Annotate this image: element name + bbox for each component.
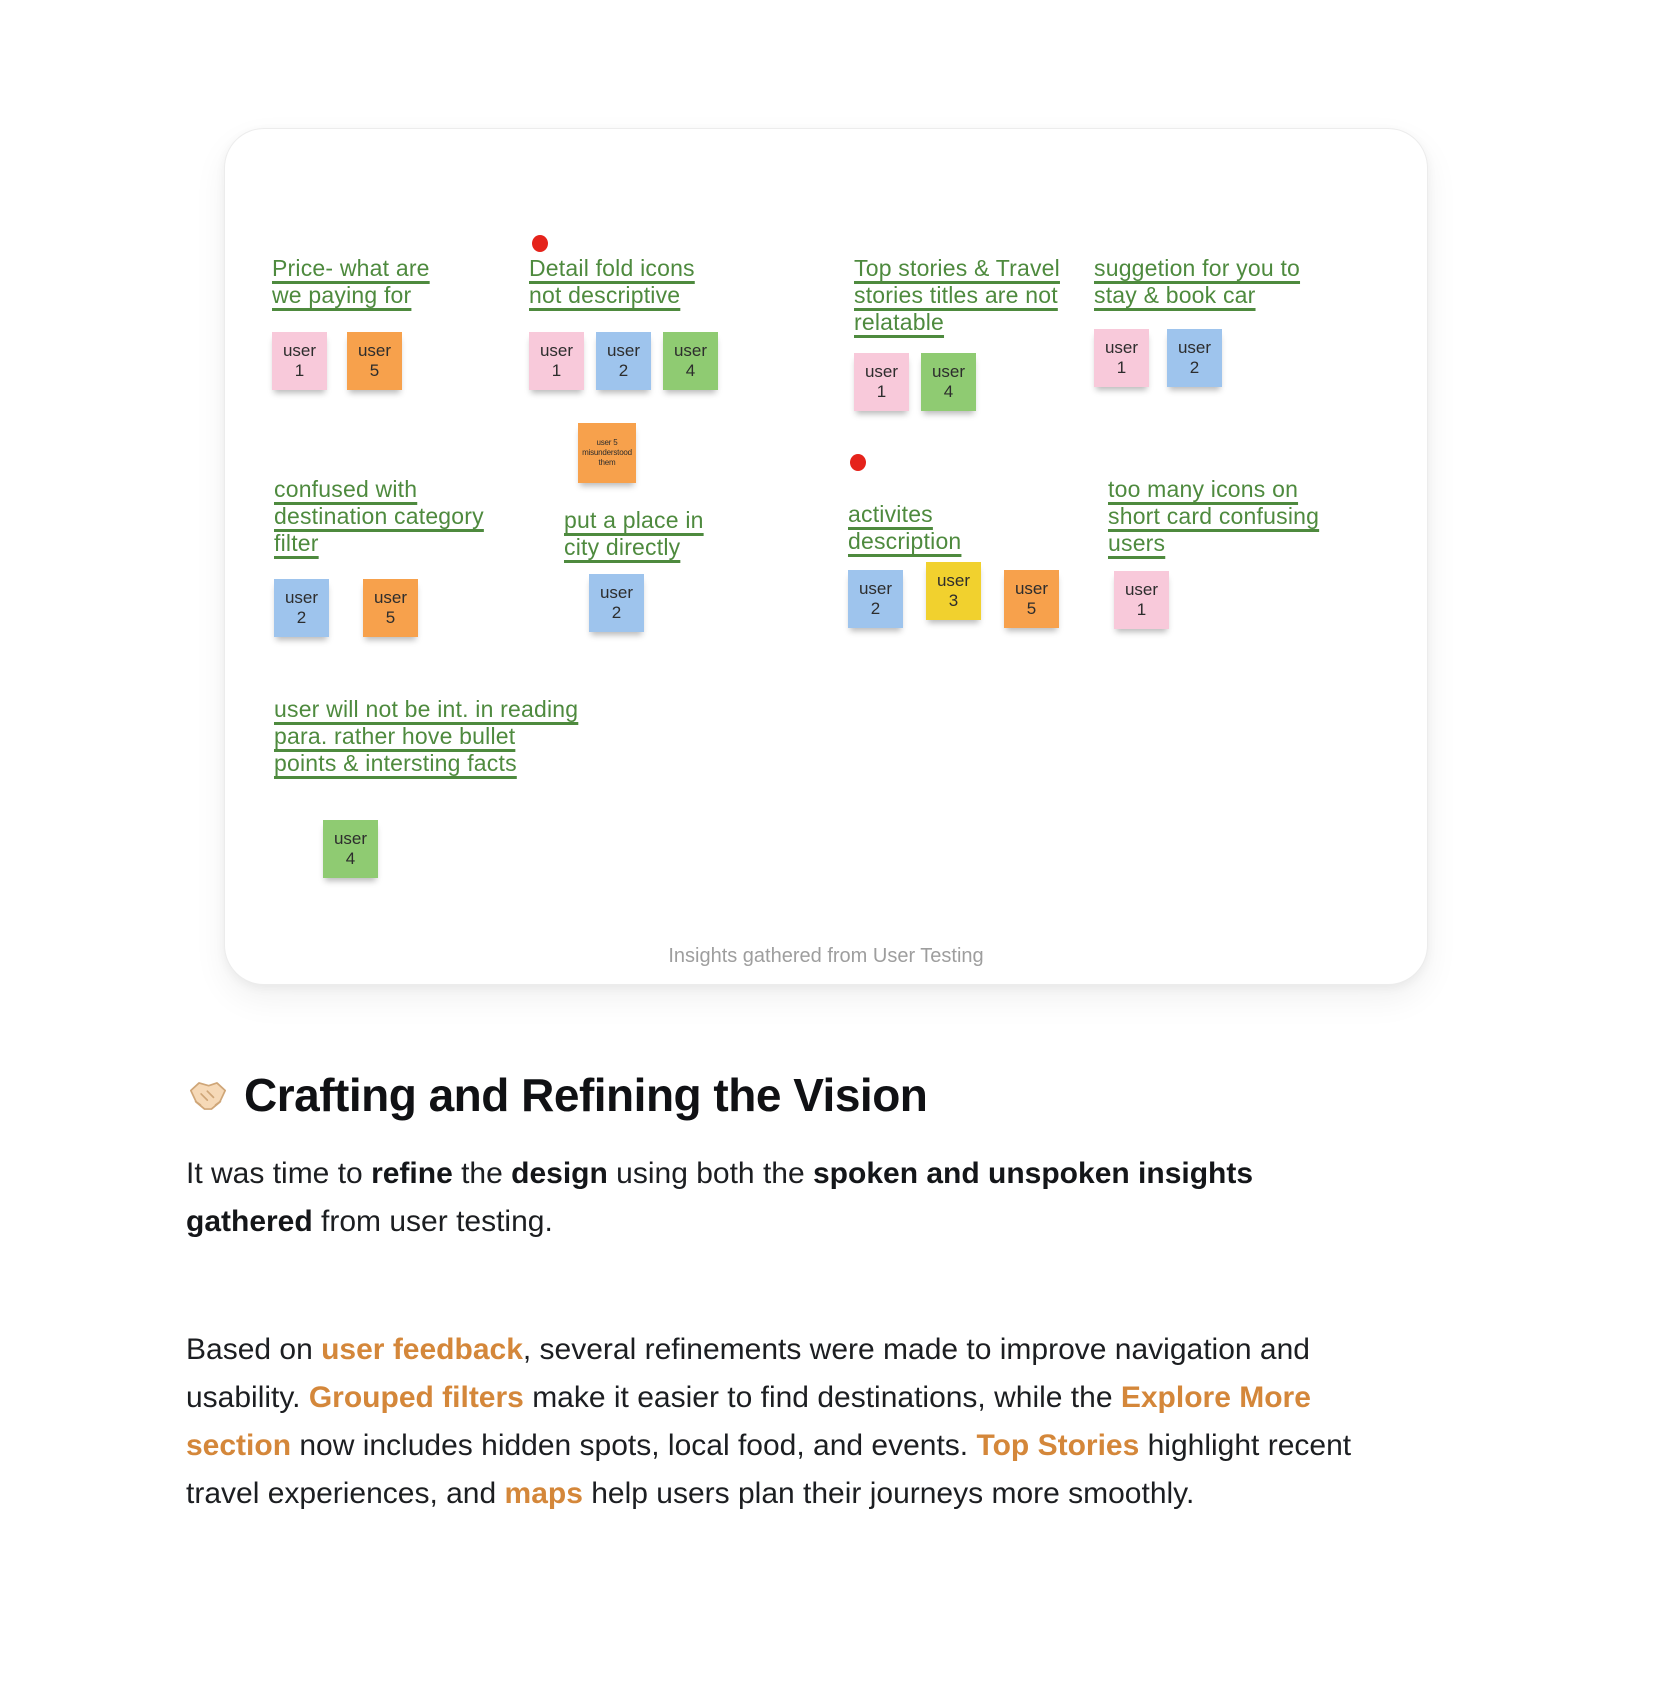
accent-text: user feedback bbox=[321, 1333, 523, 1366]
insight-heading: Top stories & Travel stories titles are not relatable bbox=[854, 255, 1060, 335]
sticky-note: user 4 bbox=[323, 820, 378, 878]
body-text: make it easier to find destinations, while the bbox=[523, 1381, 1121, 1414]
body-text: It was time to bbox=[186, 1157, 372, 1190]
bold-text: design bbox=[511, 1157, 608, 1190]
body-text: , several refinements were made to improve navigation and usability. bbox=[186, 1333, 1310, 1414]
accent-text: Grouped filters bbox=[308, 1381, 524, 1414]
insight-group-destination-filter bbox=[274, 476, 484, 637]
body-text: from user testing. bbox=[312, 1205, 553, 1238]
sticky-note: user 3 bbox=[926, 562, 981, 620]
insight-heading: activites description bbox=[848, 501, 962, 554]
insight-group-activities bbox=[848, 501, 1059, 628]
sticky-note: user 2 bbox=[596, 332, 651, 390]
sticky-note: user 2 bbox=[848, 570, 903, 628]
sticky-note: user 5 bbox=[1004, 570, 1059, 628]
accent-text: Explore More section bbox=[186, 1381, 1311, 1462]
sticky-note: user 1 bbox=[1094, 329, 1149, 387]
insight-heading: confused with destination category filter bbox=[274, 476, 484, 556]
body-text: using both the bbox=[607, 1157, 813, 1190]
bold-text: refine bbox=[371, 1157, 453, 1190]
handshake-emoji-icon bbox=[186, 1074, 230, 1118]
bold-text: spoken and unspoken insights gathered bbox=[186, 1157, 1254, 1238]
section-heading bbox=[186, 1068, 927, 1123]
insight-heading: Price- what are we paying for bbox=[272, 255, 430, 308]
sticky-note: user 1 bbox=[1114, 571, 1169, 629]
red-dot bbox=[532, 235, 548, 252]
sticky-note: user 2 bbox=[1167, 329, 1222, 387]
sticky-note: user 1 bbox=[529, 332, 584, 390]
insight-group-too-many-icons bbox=[1108, 476, 1319, 629]
insight-group-detail-fold-icons bbox=[529, 255, 718, 483]
body-text: highlight recent travel experiences, and bbox=[186, 1429, 1352, 1510]
user-testing-insights-image[interactable] bbox=[224, 128, 1428, 985]
insight-heading: suggetion for you to stay & book car bbox=[1094, 255, 1301, 308]
insight-heading: Detail fold icons not descriptive bbox=[529, 255, 695, 308]
insight-group-price bbox=[272, 255, 430, 390]
insight-group-top-stories bbox=[854, 255, 1060, 411]
insight-group-suggestion bbox=[1094, 255, 1300, 387]
insight-heading: put a place in city directly bbox=[564, 507, 704, 560]
sticky-note: user 5 misunderstood them bbox=[578, 423, 636, 483]
sticky-note: user 1 bbox=[272, 332, 327, 390]
insight-group-reading bbox=[274, 696, 578, 878]
body-text: Based on bbox=[186, 1333, 322, 1366]
sticky-note: user 5 bbox=[363, 579, 418, 637]
body-text: the bbox=[452, 1157, 512, 1190]
paragraph-refinements bbox=[186, 1326, 1376, 1518]
board-caption: Insights gathered from User Testing bbox=[668, 945, 984, 967]
paragraph-refine-design bbox=[186, 1150, 1376, 1246]
sticky-note: user 4 bbox=[663, 332, 718, 390]
accent-text: Top Stories bbox=[976, 1429, 1140, 1462]
insight-heading: too many icons on short card confusing users bbox=[1108, 476, 1320, 556]
accent-text: maps bbox=[504, 1477, 583, 1510]
sticky-note: user 2 bbox=[274, 579, 329, 637]
insight-group-place-in-city bbox=[564, 507, 704, 632]
sticky-note: user 5 bbox=[347, 332, 402, 390]
section-title: Crafting and Refining the Vision bbox=[244, 1069, 928, 1121]
insight-heading: user will not be int. in reading para. rather hove bullet points & intersting facts bbox=[274, 696, 579, 776]
red-dot bbox=[850, 454, 866, 471]
sticky-note: user 4 bbox=[921, 353, 976, 411]
sticky-note: user 2 bbox=[589, 574, 644, 632]
body-text: help users plan their journeys more smoothly. bbox=[582, 1477, 1195, 1510]
sticky-note: user 1 bbox=[854, 353, 909, 411]
body-text: now includes hidden spots, local food, and events. bbox=[291, 1429, 977, 1462]
